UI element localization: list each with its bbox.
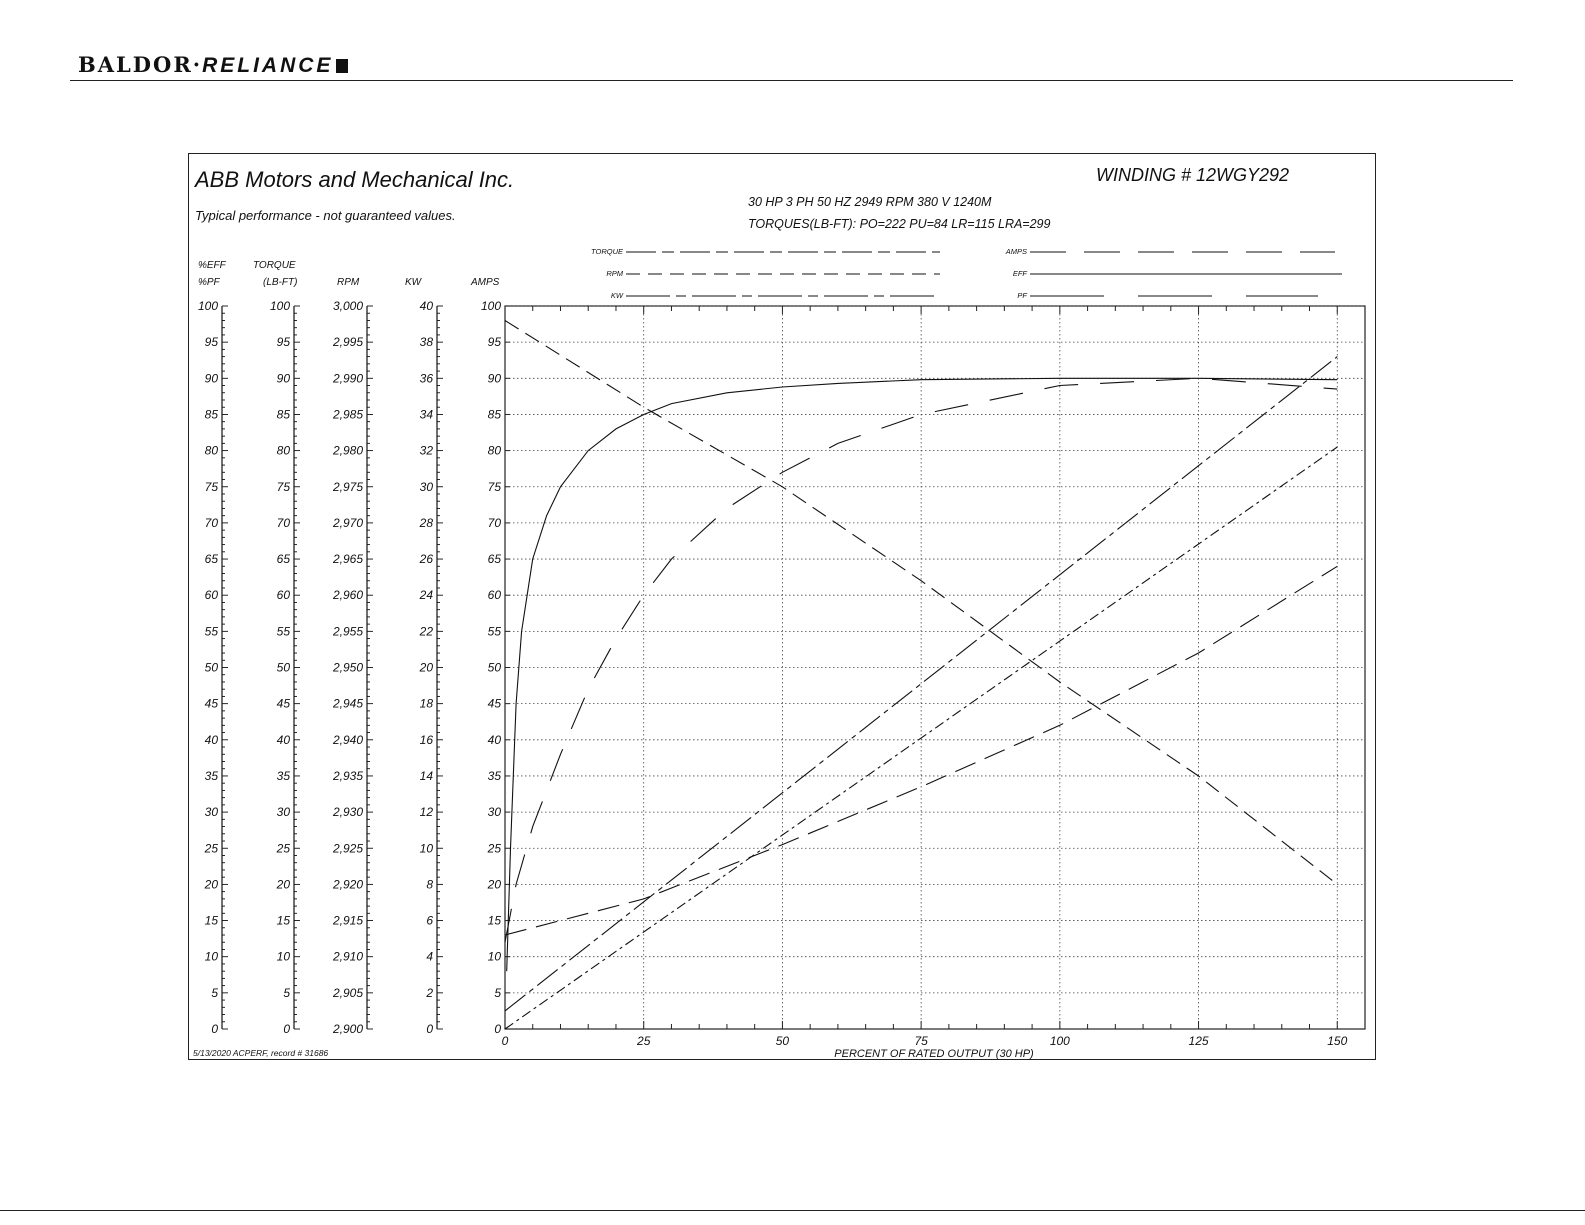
rpm-tick-label: 2,990 [332,371,363,386]
rpm-tick-label: 2,960 [332,588,363,603]
header-rpm: RPM [337,277,360,288]
amps-tick-label: 15 [487,913,501,928]
x-tick-label: 75 [914,1034,928,1048]
kw-tick-label: 2 [426,985,433,1000]
torques-label: TORQUES(LB-FT): PO=222 PU=84 LR=115 LRA=299 [748,217,1051,231]
chart-marks [198,252,1365,1048]
eff-pf-tick-label: 75 [204,479,218,494]
torque-tick-label: 0 [283,1022,290,1036]
eff-pf-tick-label: 60 [204,588,218,603]
kw-tick-label: 8 [426,877,433,892]
rpm-tick-label: 3,000 [332,299,363,313]
rpm-tick-label: 2,945 [332,696,363,711]
header-torque: TORQUE [253,260,296,271]
eff-pf-tick-label: 40 [204,732,218,747]
kw-tick-label: 24 [419,588,433,603]
rpm-tick-label: 2,985 [332,407,363,422]
torque-tick-label: 10 [276,949,290,964]
eff-pf-tick-label: 15 [204,913,218,928]
eff-pf-tick-label: 95 [204,335,218,350]
x-tick-label: 0 [501,1034,509,1048]
header-amps: AMPS [471,277,500,288]
kw-tick-label: 22 [419,624,433,639]
amps-tick-label: 65 [487,552,501,567]
legend-eff-label: EFF [1012,269,1027,278]
amps-tick-label: 80 [487,443,501,458]
torque-tick-label: 70 [276,515,290,530]
legend-rpm-label: RPM [606,269,623,278]
torque-tick-label: 95 [276,335,290,350]
torque-tick-label: 40 [276,732,290,747]
kw-tick-label: 20 [419,660,433,675]
kw-tick-label: 40 [419,299,433,313]
x-tick-label: 50 [775,1034,790,1048]
torque-tick-label: 20 [276,877,290,892]
rpm-tick-label: 2,965 [332,552,363,567]
kw-tick-label: 34 [419,407,433,422]
eff-pf-tick-label: 5 [211,985,218,1000]
torque-tick-label: 90 [276,371,290,386]
eff-pf-tick-label: 35 [204,768,218,783]
rpm-tick-label: 2,915 [332,913,363,928]
torque-tick-label: 85 [276,407,290,422]
kw-tick-label: 12 [419,805,433,820]
brand-separator: · [192,52,203,77]
amps-tick-label: 75 [487,479,501,494]
legend-kw-label: KW [610,291,623,300]
kw-tick-label: 0 [426,1022,433,1036]
kw-tick-label: 14 [419,768,433,783]
rpm-tick-label: 2,950 [332,660,363,675]
kw-tick-label: 30 [419,479,433,494]
header-eff: %EFF [198,260,226,271]
amps-tick-label: 20 [487,877,501,892]
kw-tick-label: 18 [419,696,433,711]
eff-pf-tick-label: 100 [197,299,218,313]
eff-pf-tick-label: 90 [204,371,218,386]
amps-tick-label: 60 [487,588,501,603]
chart-subtitle: Typical performance - not guaranteed values. [195,208,456,223]
torque-tick-label: 75 [276,479,290,494]
eff-pf-tick-label: 70 [204,515,218,530]
amps-tick-label: 0 [494,1022,501,1036]
kw-tick-label: 4 [426,949,433,964]
rpm-tick-label: 2,920 [332,877,363,892]
x-axis-label: PERCENT OF RATED OUTPUT (30 HP) [834,1048,1034,1060]
eff-pf-tick-label: 20 [204,877,218,892]
rpm-tick-label: 2,910 [332,949,363,964]
eff-pf-tick-label: 85 [204,407,218,422]
eff-pf-tick-label: 30 [204,805,218,820]
amps-tick-label: 45 [487,696,501,711]
x-tick-label: 25 [637,1034,651,1048]
eff-pf-tick-label: 0 [211,1022,218,1036]
torque-tick-label: 35 [276,768,290,783]
torque-tick-label: 15 [276,913,290,928]
brand-name-right: RELIANCE [202,54,334,77]
kw-tick-label: 38 [419,335,433,350]
kw-tick-label: 10 [419,841,433,856]
rpm-tick-label: 2,900 [332,1022,363,1036]
torque-tick-label: 80 [276,443,290,458]
header-kw: KW [405,277,422,288]
amps-tick-label: 55 [487,624,501,639]
amps-tick-label: 40 [487,732,501,747]
eff-pf-tick-label: 45 [204,696,218,711]
kw-tick-label: 6 [426,913,433,928]
rating-label: 30 HP 3 PH 50 HZ 2949 RPM 380 V 1240M [748,195,992,209]
amps-tick-label: 90 [487,371,501,386]
amps-tick-label: 30 [487,805,501,820]
amps-tick-label: 5 [494,985,501,1000]
legend-pf-label: PF [1017,291,1027,300]
kw-tick-label: 16 [419,732,433,747]
winding-label: WINDING # 12WGY292 [1096,165,1290,185]
amps-tick-label: 95 [487,335,501,350]
amps-tick-label: 50 [487,660,501,675]
x-tick-label: 100 [1049,1034,1070,1048]
kw-tick-label: 32 [419,443,433,458]
rpm-tick-label: 2,940 [332,732,363,747]
amps-tick-label: 85 [487,407,501,422]
legend-torque-label: TORQUE [591,247,623,256]
header-torque-unit: (LB-FT) [263,277,298,288]
torque-tick-label: 50 [276,660,290,675]
rpm-tick-label: 2,980 [332,443,363,458]
eff-pf-tick-label: 65 [204,552,218,567]
amps-tick-label: 100 [480,299,501,313]
rpm-tick-label: 2,905 [332,985,363,1000]
amps-tick-label: 70 [487,515,501,530]
rpm-tick-label: 2,970 [332,515,363,530]
x-tick-label: 150 [1327,1034,1348,1048]
amps-tick-label: 10 [487,949,501,964]
eff-pf-tick-label: 25 [204,841,218,856]
kw-tick-label: 26 [419,552,433,567]
rpm-tick-label: 2,935 [332,768,363,783]
torque-tick-label: 60 [276,588,290,603]
amps-tick-label: 35 [487,768,501,783]
rpm-tick-label: 2,925 [332,841,363,856]
torque-tick-label: 100 [269,299,290,313]
company-title: ABB Motors and Mechanical Inc. [195,167,515,192]
torque-tick-label: 45 [276,696,290,711]
rpm-tick-label: 2,975 [332,479,363,494]
amps-tick-label: 25 [487,841,501,856]
kw-tick-label: 36 [419,371,433,386]
footer-record: 5/13/2020 ACPERF, record # 31686 [193,1048,329,1058]
torque-tick-label: 25 [276,841,290,856]
torque-tick-label: 55 [276,624,290,639]
x-tick-label: 125 [1188,1034,1209,1048]
eff-pf-tick-label: 55 [204,624,218,639]
torque-tick-label: 65 [276,552,290,567]
brand-name-left: BALDOR [78,52,193,77]
series-line-eff [507,378,1338,971]
torque-tick-label: 30 [276,805,290,820]
legend-amps-label: AMPS [1005,247,1027,256]
header-pf: %PF [198,277,220,288]
torque-tick-label: 5 [283,985,290,1000]
eff-pf-tick-label: 80 [204,443,218,458]
rpm-tick-label: 2,955 [332,624,363,639]
rpm-tick-label: 2,995 [332,335,363,350]
kw-tick-label: 28 [419,515,433,530]
rpm-tick-label: 2,930 [332,805,363,820]
eff-pf-tick-label: 50 [204,660,218,675]
eff-pf-tick-label: 10 [204,949,218,964]
